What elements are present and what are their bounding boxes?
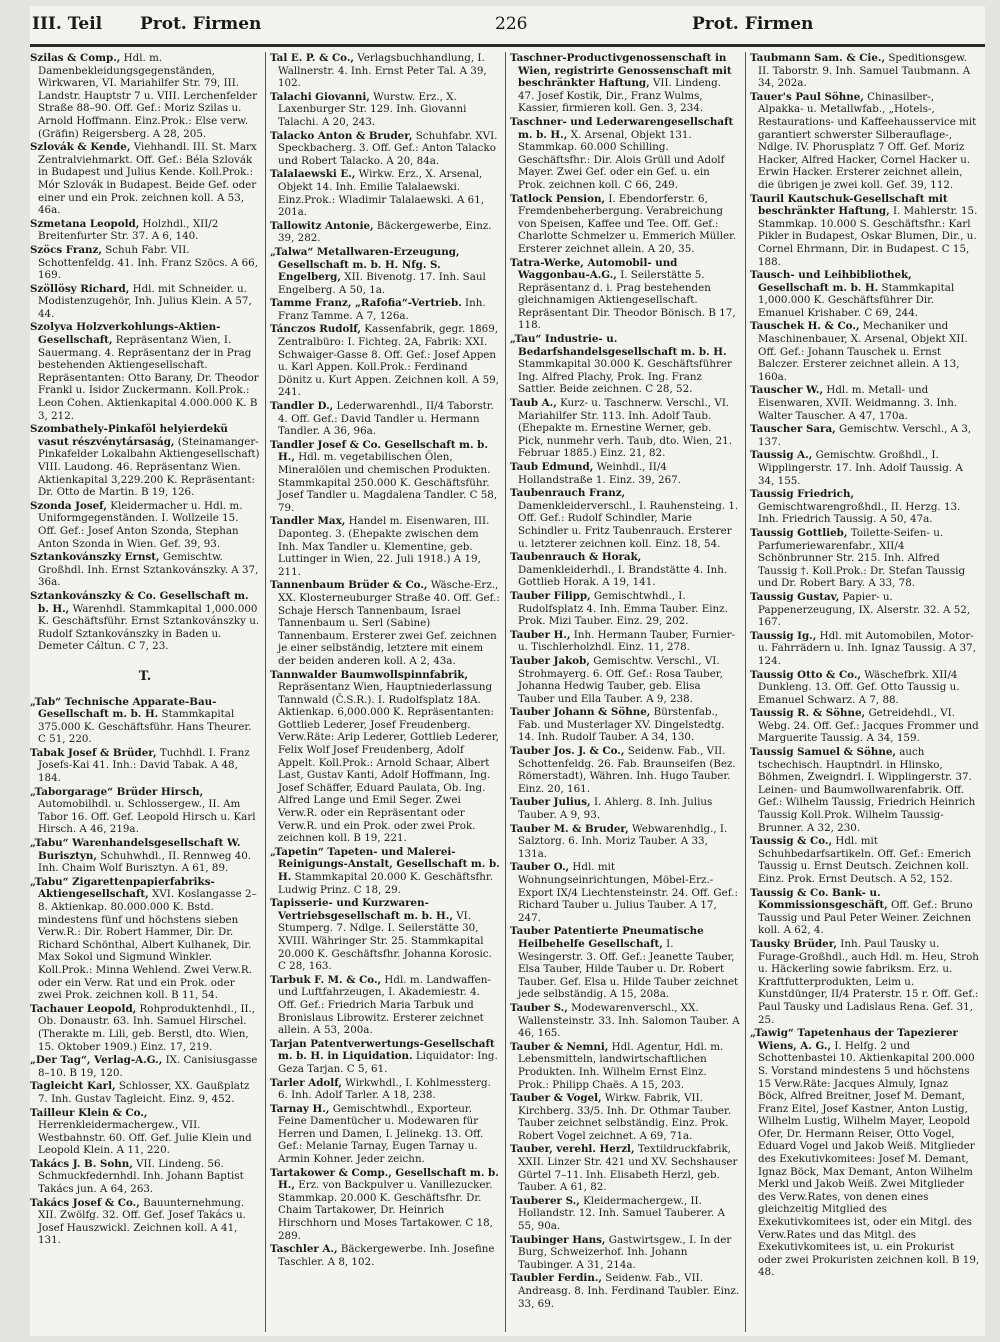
column-2 (270, 52, 500, 1332)
column-3 (510, 52, 740, 1332)
firm-entry (510, 861, 740, 924)
firm-name: Sztankovánszky Ernst, (30, 551, 160, 564)
firm-details: Papier- u. Pappenerzeugung, IX. Alserstr. 32. A 52, 167. (758, 590, 971, 629)
firm-details: VII. Lindeng. 47. Josef Kostik, Dir., Franz Wulms, Kassier, firmieren koll. Gen. 3, 234. (518, 77, 722, 115)
firm-details: Erz. von Backpulver u. Vanillezucker. Stammkap. 20.000 K. Geschäftsfhr. Dr. Chaim Tartakower, Dr. Heinrich Hirschhorn und Moses Tartakower. C 18, 289. (278, 1179, 493, 1242)
column-divider (745, 52, 746, 1332)
firm-entry (30, 837, 260, 875)
firm-entry (750, 887, 980, 937)
firm-entry (270, 1243, 500, 1268)
firm-details: Seidenw. Fab., VII. Schottenfeldg. 26. Fab. Braunseifen (Bez. Römerstadt), Währen. Inh. Hugo Tauber. Einz. 20, 161. (518, 745, 736, 795)
firm-details: Inh. Franz Tamme. A 7, 126a. (278, 297, 486, 322)
firm-name: Tarjan Patentverwertungs-Gesellschaft m. b. H. in Liquidation. (270, 1037, 495, 1063)
firm-details: I. Ahlerg. 8. Inh. Julius Tauber. A 9, 93. (518, 796, 713, 822)
firm-entry (30, 747, 260, 785)
firm-name: Tachauer Leopold, (30, 1002, 137, 1015)
firm-name: Tauber Jakob, (510, 654, 590, 667)
firm-entry (30, 551, 260, 589)
firm-details: Textildruckfabrik, XXII. Linzer Str. 421 und XV. Sechshauser Gürtel 7–11. Inh. Elisabeth Herzl, geb. Tauber. A 61, 82. (518, 1143, 738, 1194)
firm-name: Tánczos Rudolf, (270, 323, 362, 336)
firm-entry (270, 974, 500, 1037)
firm-name: Taussig Gottlieb, (750, 526, 848, 539)
firm-name: Tauber M. & Bruder, (510, 822, 629, 835)
firm-details: Damenkleiderverschl., I. Rauhensteing. 1. Off. Gef.: Rudolf Schindler, Marie Schindler u. Fritz Taubenrauch. Ersterer u. letzterer zeichnen koll. Einz. 18, 54. (518, 499, 739, 550)
firm-name: Tauber Filipp, (510, 589, 591, 602)
firm-details: Speditionsgew. II. Taborstr. 9. Inh. Samuel Taubmann. A 34, 202a. (758, 52, 971, 90)
firm-name: Szöllösy Richard, (30, 282, 130, 295)
firm-details: Gemischtwhdl., I. Rudolfsplatz 4. Inh. Emma Tauber. Einz. Prok. Mizi Tauber. Einz. 29, 202. (518, 589, 728, 628)
firm-entry (270, 846, 500, 896)
firm-entry (510, 706, 740, 744)
firm-details: Wirkw. Fabrik, VII. Kirchberg. 33/5. Inh. Dr. Othmar Tauber. Tauber zeichnet selbständig. Einz. Prok. Robert Vogel zeichnet. A 69, 71a. (518, 1092, 732, 1142)
firm-details: Getreidehdl., VI. Webg. 24. Off. Gef.: Jacques Frommer und Marguerite Taussig. A 34, 159. (758, 707, 979, 745)
page-header (30, 14, 985, 44)
firm-entry (30, 52, 260, 140)
firm-details: I. Seilerstätte 5. Repräsentanz d. i. Prag bestehenden gleichnamigen Aktiengesellschaft. Repräsentant Dir. Theodor Bönisch. B 17, 118. (518, 269, 736, 332)
firm-name: Tarnay H., (270, 1102, 330, 1115)
firm-details: Viehhandl. III. St. Marx Zentralviehmarkt. Off. Gef.: Béla Szlovák in Budapest und Julius Kende. Koll.Prok.: Mór Szlovák in Budapest. Beide Gef. oder einer und ein Prok. zeichnen koll. A 53, 46a. (38, 141, 257, 217)
firm-name: Takács Josef & Co., (30, 1196, 140, 1209)
firm-entry (510, 461, 740, 486)
firm-name: „Tawig“ Tapetenhaus der Tapezierer Wiens, A. G., (750, 1027, 958, 1052)
firm-entry (30, 1080, 260, 1105)
firm-entry (270, 669, 500, 845)
firm-entry (270, 91, 500, 129)
firm-entry (750, 52, 980, 90)
firm-name: Taubenrauch Franz, (510, 487, 626, 500)
firm-entry (30, 1197, 260, 1247)
firm-name: Szlovák & Kende, (30, 141, 131, 154)
firm-entry (510, 487, 740, 550)
firm-details: Stammkapital 1,000.000 K. Geschäftsführer Dir. Emanuel Krishaber. C 69, 244. (758, 281, 955, 319)
firm-name: Tailleur Klein & Co., (30, 1106, 148, 1119)
firm-name: Taussig Ig., (750, 629, 817, 642)
firm-entry (270, 439, 500, 515)
firm-entry (510, 925, 740, 1001)
firm-name: „Tab“ Technische Apparate-Bau-Gesellschaft m. b. H. (30, 695, 217, 721)
firm-entry (30, 500, 260, 550)
part-label: III. Teil (32, 14, 103, 34)
firm-entry (30, 1107, 260, 1157)
firm-name: Taubler Ferdin., (510, 1272, 602, 1285)
firm-entry (510, 745, 740, 795)
firm-details: Gemischtw. Großhdl. Inh. Ernst Sztankovánszky. A 37, 36a. (38, 551, 259, 589)
entries (510, 52, 740, 1310)
firm-entry (750, 1027, 980, 1279)
firm-details: Repräsentanz Wien, I. Sauermang. 4. Repräsentanz der in Prag bestehenden Aktiengesellschaft. Repräsentanten: Otto Barany, Dr. Theodor Frankl u. Isidor Zuckermann. Koll.Prok.: Leon Cohen. Aktienkapital 4.000.000 K. B 3, 212. (38, 334, 259, 422)
firm-name: Tauschek H. & Co., (750, 320, 860, 333)
firm-name: Taussig R. & Söhne, (750, 707, 866, 720)
firm-name: Tandler Josef & Co. Gesellschaft m. b. H., (270, 438, 488, 464)
firm-details: Stammkapital 20.000 K. Geschäftsfhr. Ludwig Prinz. C 18, 29. (278, 871, 493, 896)
firm-entry (30, 696, 260, 746)
firm-name: Taussig & Co., (750, 835, 833, 848)
firm-entry (30, 141, 260, 217)
firm-name: Taubinger Hans, (510, 1233, 606, 1246)
firm-name: Tauber, verehl. Herzl, (510, 1143, 635, 1156)
firm-entry (750, 527, 980, 590)
firm-details: Webwarenhdlg., I. Salztorg. 6. Inh. Moriz Tauber. A 33, 131a. (518, 822, 728, 860)
firm-entry (510, 52, 740, 115)
firm-entry (30, 876, 260, 1002)
firm-entry (30, 218, 260, 243)
firm-name: Tandler D., (270, 400, 334, 413)
firm-details: Verlagsbuchhandlung, I. Wallnerstr. 4. Inh. Ernst Peter Tal. A 39, 102. (278, 52, 487, 90)
firm-entry (270, 52, 500, 90)
firm-entry (750, 835, 980, 885)
firm-details: Weinhdl., II/4 Hollandstraße 1. Einz. 39, 267. (518, 461, 681, 486)
firm-name: Tauber & Vogel, (510, 1092, 602, 1105)
firm-entry (30, 1054, 260, 1079)
firm-details: Modewarenverschl., XX. Wallensteinstr. 33. Inh. Salomon Tauber. A 46, 165. (518, 1001, 740, 1040)
firm-entry (510, 1143, 740, 1193)
header-rule (30, 44, 985, 47)
firm-entry (750, 193, 980, 269)
firm-details: Schuhwhdl., II. Rennweg 40. Inh. Chaim Wolf Burisztyn. A 61, 89. (38, 849, 252, 875)
firm-entry (510, 1092, 740, 1142)
running-title-left: Prot. Firmen (140, 14, 262, 34)
firm-name: Tauberer S., (510, 1194, 580, 1207)
firm-entry (270, 515, 500, 578)
firm-name: Taussig Gustav, (750, 590, 840, 603)
firm-name: Taubmann Sam. & Cie., (750, 52, 886, 64)
firm-details: Bauunternehmung. XII. Zwölfg. 32. Off. Gef. Josef Takács u. Josef Hauszwickl. Zeichnen koll. A 41, 131. (38, 1196, 246, 1247)
firm-entry (510, 1195, 740, 1233)
firm-details: Kleidermacher u. Hdl. m. Uniformgegenständen. I. Wollzeile 15. Off. Gef.: Josef Anton Szonda, Stephan Anton Szonda in Wien. Gef. 39, 93. (38, 499, 243, 550)
section-letter: T. (138, 668, 152, 684)
firm-entry (750, 269, 980, 319)
firm-details: Stammkapital 375.000 K. Geschäftsführ. Hans Theurer. C 51, 220. (38, 708, 252, 746)
firm-entry (30, 321, 260, 422)
firm-details: Holzhdl., XII/2 Breitenfurter Str. 37. A 6, 140. (38, 217, 219, 243)
firm-details: Hdl. m. Metall- und Eisenwaren, XVII. Weidmanng. 3. Inh. Walter Tauscher. A 47, 170a. (758, 384, 958, 422)
firm-entry (750, 423, 980, 448)
firm-name: Tauber Julius, (510, 796, 591, 809)
firm-name: Szöcs Franz, (30, 243, 102, 256)
firm-name: Taussig Otto & Co., (750, 668, 861, 681)
firm-details: I. Wesingerstr. 3. Off. Gef.: Jeanette Tauber, Elsa Tauber, Hilde Tauber u. Dr. Robert Tauber. Gef. Elsa u. Hilde Tauber zeichnet jede selbständig. A 15, 208a. (518, 937, 739, 1001)
firm-details: Bäckergewerbe, Einz. 39, 282. (278, 219, 492, 245)
firm-entry (30, 786, 260, 836)
firm-entry (510, 1041, 740, 1091)
firm-details: Damenkleiderhdl., I. Brandstätte 4. Inh. Gottlieb Horak. A 19, 141. (518, 563, 728, 589)
column-1 (30, 52, 260, 1332)
firm-entry (30, 1158, 260, 1196)
firm-name: Talachi Giovanni, (270, 90, 370, 103)
firm-details: Kleidermachergew., II. Hollandstr. 12. Inh. Samuel Tauberer. A 55, 90a. (518, 1194, 725, 1233)
firm-name: Tauber H., (510, 628, 571, 641)
firm-details: VI. Stumperg. 7. Ndlge. I. Seilerstätte 30, XVIII. Währinger Str. 25. Stammkapital 20.000 K. Geschäftsfhr. Johanna Korosic. C 28, 163. (278, 909, 492, 973)
firm-details: Wurstw. Erz., X. Laxenburger Str. 129. Inh. Giovanni Talachi. A 20, 243. (278, 90, 467, 128)
firm-details: Schuh Fabr. VII. Schottenfeldg. 41. Inh. Franz Szöcs. A 66, 169. (38, 243, 259, 282)
firm-name: Taussig Samuel & Söhne, (750, 746, 896, 759)
firm-entry (750, 488, 980, 526)
firm-name: Tarler Adolf, (270, 1076, 343, 1089)
firm-name: „Tabu“ Warenhandelsgesellschaft W. Burisztyn, (30, 837, 241, 862)
firm-entry (750, 320, 980, 383)
firm-name: Tannenbaum Brüder & Co., (270, 579, 428, 592)
firm-details: Gastwirtsgew., I. In der Burg, Schweizerhof. Inh. Johann Taubinger. A 31, 214a. (518, 1233, 732, 1271)
firm-entry (510, 655, 740, 705)
firm-details: Gemischtw. Verschl., A 3, 137. (758, 423, 972, 448)
firm-details: Off. Gef.: Bruno Taussig und Paul Peter Weiner. Zeichnen koll. A 62, 4. (758, 899, 973, 937)
firm-details: Hdl. Agentur, Hdl. m. Lebensmitteln, landwirtschaftlichen Produkten. Inh. Wilhelm Ernst Einz. Prok.: Philipp Chaës. A 15, 203. (518, 1040, 724, 1091)
directory-page (30, 6, 985, 1336)
firm-details: Gemischtwarengroßhdl., II. Herzg. 13. Inh. Friedrich Taussig. A 50, 47a. (758, 500, 961, 526)
firm-details: Wirkw. Erz., X. Arsenal, Objekt 14. Inh. Emilie Talalaewski. Einz.Prok.: Wladimir Talalaewski. A 61, 201a. (278, 168, 485, 219)
firm-entry (270, 1077, 500, 1102)
firm-details: auch tschechisch. Hauptndrl. in Hlinsko, Böhmen, Zweigndrl. I. Wipplingerstr. 37. Leinen- und Baumwollwarenfabrik. Off. Gef.: Wilhelm Taussig, Friedrich Heinrich Taussig Koll.Prok. Wilhelm Taussig-Brunner. A 32, 230. (758, 746, 976, 834)
firm-entry (510, 823, 740, 861)
firm-name: „Tapetin“ Tapeten- und Malerei-Reinigungs-Anstalt, Gesellschaft m. b. H. (270, 845, 500, 883)
firm-name: Tauber Patentierte Pneumatische Heilbehelfe Gesellschaft, (510, 925, 704, 950)
firm-details: Schuhfabr. XVI. Speckbacherg. 3. Off. Gef.: Anton Talacko und Robert Talacko. A 20, 84a. (278, 129, 498, 167)
firm-name: Tausch- und Leihbibliothek, Gesellschaft m. b. H. (750, 269, 912, 294)
firm-name: Szilas & Comp., (30, 52, 121, 64)
firm-entry (270, 400, 500, 438)
firm-details: Chinasilber-, Alpakka- u. Metallwfab., „Hotels-, Restaurations- und Kaffeehausservice mit garantiert schwerster Silberauflage-, Ndlge. IV. Phorusplatz 7 Off. Gef. Moriz Hacker, Alfred Hacker, Cornel Hacker u. Erwin Hacker. Ersterer zeichnet allein, die übrigen je zwei koll. Gef. 39, 112. (758, 90, 977, 191)
firm-details: (Steinamanger-Pinkafelder Lokalbahn Aktiengesellschaft) VIII. Laudong. 46. Repräsentanz Wien. Aktienkapital 3,229.200 K. Repräsentant: Dr. Otto de Martin. B 19, 126. (38, 435, 260, 499)
firm-entry (270, 579, 500, 667)
firm-details: Hdl. m. Damenbekleidungsgegenständen, Wirkwaren, VI. Mariahilfer Str. 79, III. Landstr. Hauptstr 7 u. VIII. Lerchenfelder Straße 88–90. Off. Gef.: Moriz Szilas u. Arnold Hoffmann. Einz.Prok.: Else verw. (Gräfin) Reigersberg. A 28, 205. (38, 52, 258, 140)
firm-entry (510, 1272, 740, 1310)
firm-entry (510, 590, 740, 628)
firm-entry (270, 220, 500, 245)
firm-name: Talacko Anton & Bruder, (270, 129, 413, 142)
firm-details: I. Mahlerstr. 15. Stammkap. 10.000 S. Geschäftsfhr.: Karl Pikler in Budapest, Oskar Blumen, Dir., u. Cornel Ehrmann, Dir. in Budapest. C 15, 188. (758, 205, 978, 268)
firm-entry (270, 297, 500, 322)
column-4 (750, 52, 980, 1332)
firm-name: „Der Tag“, Verlag-A.G., (30, 1054, 163, 1067)
firm-entry (510, 1234, 740, 1272)
firm-name: Tamme Franz, „Rafofia“-Vertrieb. (270, 297, 462, 310)
firm-details: Rohproduktenhdl., II., Ob. Donaustr. 63. Inh. Samuel Hirschel. (Therakte m. Lili, geb. Berstl, dto. Wien, 15. Oktober 1909.) Einz. 17, 219. (38, 1002, 256, 1053)
firm-name: Tapisserie- und Kurzwaren-Vertriebsgesellschaft m. b. H., (270, 897, 453, 922)
firm-details: VII. Lindeng. 56. Schmuckfedernhdl. Inh. Johann Baptist Takács jun. A 64, 263. (38, 1157, 244, 1196)
firm-name: Taussig Friedrich, (750, 488, 855, 501)
firm-entry (750, 746, 980, 834)
firm-entry (510, 551, 740, 589)
firm-entry (750, 938, 980, 1026)
firm-name: Taschler A., (270, 1243, 338, 1256)
firm-details: Hdl. mit Schneider. u. Modistenzugehör, Inh. Julius Klein. A 57, 44. (38, 282, 252, 320)
firm-name: Taschner- und Lederwarengesellschaft m. b. H., (510, 115, 734, 141)
firm-details: Kurz- u. Taschnerw. Verschl., VI. Mariahilfer Str. 113. Inh. Adolf Taub. (Ehepakte m. Ernestine Werner, geb. Pick, nunmehr verh. Taub, dto. Wien, 21. Februar 1885.) Einz. 21, 82. (518, 397, 732, 460)
firm-name: Taschner-Productivgenossenschaft in Wien, registrirte Genossenschaft mit beschränkter Haftung, (510, 52, 732, 90)
firm-name: Tauer's Paul Söhne, (750, 90, 864, 103)
firm-entry (750, 669, 980, 707)
firm-entry (270, 130, 500, 168)
firm-details: Inh. Hermann Tauber, Furnier- u. Tischlerholzhdl. Einz. 11, 278. (518, 628, 736, 654)
firm-entry (750, 384, 980, 422)
firm-name: Tauber O., (510, 861, 570, 874)
firm-entry (510, 116, 740, 192)
firm-entry (510, 257, 740, 333)
firm-details: Toilette-Seifen- u. Parfumeriewarenfabr., XII/4 Schönbrunner Str. 215. Inh. Alfred Taussig †. Koll.Prok.: Dr. Stefan Taussig und Dr. Robert Bary. A 33, 78. (758, 526, 966, 590)
firm-entry (30, 244, 260, 282)
firm-details: Automobilhdl. u. Schlossergew., II. Am Tabor 16. Off. Gef. Leopold Hirsch u. Karl Hirsch. A 46, 219a. (38, 798, 256, 836)
firm-name: Tauscher Sara, (750, 423, 836, 436)
firm-entry (750, 707, 980, 745)
firm-details: X. Arsenal, Objekt 131. Stammkap. 60.000 Schilling. Geschäftsfhr.: Dir. Alois Grüll und Adolf Mayer. Zwei Gef. oder ein Gef. u. ein Prok. zeichnen koll. C 66, 249. (518, 128, 725, 191)
firm-entry (270, 323, 500, 399)
firm-name: Tannwalder Baumwollspinnfabrik, (270, 668, 469, 681)
entries (270, 52, 500, 1268)
firm-details: Stammkapital 30.000 K. Geschäftsführer Ing. Alfred Plachy, Prok. Ing. Franz Sattler. Beide zeichnen. C 28, 52. (518, 358, 732, 396)
firm-entry (510, 193, 740, 256)
firm-entry (270, 1167, 500, 1243)
firm-entry (750, 630, 980, 668)
firm-entry (270, 246, 500, 296)
firm-details: Hdl. m. Landwaffen- und Luftfahrzeugen, I. Akademiestr. 4. Off. Gef.: Friedrich Maria Tarbuk und Bronislaus Librowitz. Ersterer zeichnet allein. A 53, 200a. (278, 973, 491, 1037)
firm-name: „Tau“ Industrie- u. Bedarfshandelsgesellschaft m. b. H. (510, 333, 727, 358)
firm-name: Tauscher W., (750, 384, 824, 397)
firm-name: „Taborgarage“ Brüder Hirsch, (30, 785, 204, 798)
firm-entry (510, 397, 740, 460)
firm-name: Tal E. P. & Co., (270, 52, 355, 64)
firm-name: Szolyva Holzverkohlungs-Aktien-Gesellschaft, (30, 321, 221, 347)
entries (750, 52, 980, 1279)
firm-details: Gemischtw. Verschl., VI. Strohmayerg. 6. Off. Gef.: Rosa Tauber, Johanna Hedwig Tauber, geb. Elisa Tauber und Ella Tauber. A 9, 238. (518, 654, 723, 705)
firm-details: Wirkwhdl., I. Kohlmessterg. 6. Inh. Adolf Tarler. A 18, 238. (278, 1076, 491, 1102)
firm-name: Tausky Brüder, (750, 937, 837, 950)
firm-name: „Tabu“ Zigarettenpapierfabriks-Aktiengesellschaft, (30, 875, 215, 901)
firm-name: Tallowitz Antonie, (270, 219, 374, 232)
firm-details: Herrenkleidermachergew., VII. Westbahnstr. 60. Off. Gef. Julie Klein und Leopold Klein. A 11, 220. (38, 1119, 252, 1157)
firm-details: Mechaniker und Maschinenbauer, X. Arsenal, Objekt XII. Off. Gef.: Johann Tauschek u. Ernst Balczer. Ersterer zeichnet allein. A 13, 160a. (758, 320, 968, 383)
firm-name: Sztankovánszky & Co. Gesellschaft m. b. H., (30, 589, 249, 615)
firm-name: „Talwa“ Metallwaren-Erzeugung, Gesellschaft m. b. H. Nfg. S. Engelberg, (270, 245, 460, 284)
firm-entry (270, 168, 500, 218)
firm-name: Taub Edmund, (510, 461, 594, 473)
firm-details: Bäckergewerbe. Inh. Josefine Taschler. A 8, 102. (278, 1243, 495, 1268)
firm-entry (270, 1038, 500, 1076)
firm-details: Inh. Paul Tausky u. Furage-Großhdl., auch Hdl. m. Heu, Stroh u. Häckerling sowie fabriksm. Erz. u. Kraftfutterprodukten, Leim u. Kunstdünger, II/4 Praterstr. 15 r. Off. Gef.: Paul Tausky und Ladislaus Rena. Gef. 31, 25. (758, 937, 979, 1026)
firm-details: Schlosser, XX. Gaußplatz 7. Inh. Gustav Tagleicht. Einz. 9, 452. (38, 1080, 250, 1105)
firm-entry (30, 1003, 260, 1053)
firm-details: Gemischtw. Großhdl., I. Wipplingerstr. 17. Inh. Adolf Taussig. A 34, 155. (758, 449, 963, 487)
firm-name: Tagleicht Karl, (30, 1080, 116, 1093)
firm-details: Handel m. Eisenwaren, III. Daponteg. 3. (Ehepakte zwischen dem Inh. Max Tandler u. Klementine, geb. Luttinger in Wien, 22. Juli 1918.) A 19, 211. (278, 515, 490, 578)
firm-entry (270, 897, 500, 973)
firm-entry (750, 91, 980, 192)
firm-entry (30, 283, 260, 321)
firm-name: Taussig A., (750, 449, 813, 462)
firm-name: Taub A., (510, 397, 557, 410)
firm-name: Tauber Johann & Söhne, (510, 706, 651, 719)
firm-entry (750, 449, 980, 487)
page-number: 226 (495, 14, 528, 34)
firm-entry (270, 1103, 500, 1166)
firm-entry (30, 423, 260, 499)
firm-entry (510, 629, 740, 654)
firm-name: Szmetana Leopold, (30, 217, 140, 230)
firm-details: Hdl. mit Schuhbedarfsartikeln. Off. Gef.: Emerich Taussig u. Ernst Deutsch. Zeichnen koll. Einz. Prok. Ernst Deutsch. A 52, 152. (758, 835, 972, 885)
firm-details: Bürstenfab., Fab. und Musterlager XV. Dingelstedtg. 14. Inh. Rudolf Tauber. A 34, 130. (518, 706, 725, 744)
firm-details: IX. Canisiusgasse 8–10. B 19, 120. (38, 1054, 258, 1079)
firm-details: Repräsentanz Wien, Hauptniederlassung Tannwald (Č.S.R.). I. Rudolfsplatz 18A. Aktienkap. 6,000.000 K. Repräsentanten: Gottlieb Lederer, Josef Freudenberg. Verw.Räte: Arip Lederer, Gottlieb Lederer, Felix Wolf Josef Freudenberg, Adolf Appelt. Koll.Prok.: Arnold Schaar, Albert Last, Gustav Kanti, Adolf Hoffmann, Ing. Josef Schäffer, Eduard Paulata, Ob. Ing. Alfred Lange und Emil Seger. Zwei Verw.R. oder ein Repräsentant oder Verw.R. und ein Prok. oder zwei Prok. zeichnen koll. B 19, 221. (278, 681, 499, 845)
firm-name: Tauber Jos. J. & Co., (510, 745, 625, 758)
columns (30, 52, 985, 1332)
firm-name: Tatra-Werke, Automobil- und Waggonbau-A.G., (510, 256, 678, 282)
firm-name: Tarbuk F. M. & Co., (270, 973, 382, 986)
firm-name: Taussig & Co. Bank- u. Kommissionsgeschäft, (750, 886, 888, 912)
firm-details: Wäschefbrk. XII/4 Dunkleng. 13. Off. Gef. Otto Taussig u. Emanuel Schwarz. A 7, 88. (758, 668, 960, 706)
firm-details: I. Ebendorferstr. 6, Fremdenbeherbergung. Verabreichung von Speisen, Kaffee und Tee. Off. Gef.: Charlotte Schmelzer u. Emmerich Müller. Ersterer zeichnet allein. A 20, 35. (518, 192, 737, 255)
firm-details: XII. Bivenotg. 17. Inh. Saul Engelberg. A 50, 1a. (278, 271, 486, 296)
firm-details: Seidenw. Fab., VII. Andreasg. 8. Inh. Ferdinand Taubler. Einz. 33, 69. (518, 1272, 740, 1310)
firm-name: Takács J. B. Sohn, (30, 1157, 133, 1170)
firm-entry (510, 333, 740, 396)
firm-details: Gemischtwhdl., Exporteur. Feine Damentücher u. Modewaren für Herren und Damen, I. Jelinekg. 13. Off. Gef.: Melanie Tarnay, Eugen Tarnay u. Armin Kohner. Jeder zeichn. (278, 1102, 484, 1166)
firm-details: Lederwarenhdl., II/4 Taborstr. 4. Off. Gef.: David Tandler u. Hermann Tandler. A 36, 96a. (278, 400, 494, 438)
firm-details: Kassenfabrik, gegr. 1869, Zentralbüro: I. Fichteg. 2A, Fabrik: XXI. Schwaiger-Gasse 8. Off. Gef.: Josef Appen u. Karl Appen. Koll.Prok.: Ferdinand Dönitz u. Kurt Appen. Zeichnen koll. A 59, 241. (278, 323, 499, 399)
firm-name: Tandler Max, (270, 515, 346, 528)
firm-entry (750, 591, 980, 629)
firm-name: Szombathely-Pinkaföl helyierdekü vasut részvénytársaság, (30, 423, 228, 448)
firm-details: Hdl. mit Automobilen, Motor- u. Fahrrädern u. Inh. Ignaz Taussig. A 37, 124. (758, 629, 976, 667)
firm-name: Talalaewski E., (270, 168, 356, 181)
firm-name: Taubenrauch & Horak, (510, 551, 642, 564)
firm-details: Hdl. m. vegetabilischen Ölen, Mineralölen und chemischen Produkten. Stammkapital 250.000 K. Geschäftsführ. Josef Tandler u. Magdalena Tandler. C 58, 79. (278, 451, 498, 514)
firm-details: Wäsche-Erz., XX. Klosterneuburger Straße 40. Off. Gef.: Schaje Hersch Tannenbaum, Israel Tannenbaum u. Serl (Sabine) Tannenbaum. Ersterer zwei Gef. zeichnen je einer selbständig, letztere mit einem der beiden anderen koll. A 2, 43a. (278, 579, 500, 667)
firm-name: Tauber & Nemni, (510, 1040, 609, 1053)
firm-name: Tartakower & Comp., Gesellschaft m. b. H., (270, 1166, 499, 1192)
firm-details: Hdl. mit Wohnungseinrichtungen, Möbel-Erz.-Export IX/4 Liechtensteinstr. 24. Off. Gef.: Richard Tauber u. Julius Tauber. A 17, 247. (518, 861, 738, 924)
firm-name: Tauril Kautschuk-Gesellschaft mit beschränkter Haftung, (750, 192, 948, 218)
firm-details: I. Helfg. 2 und Schottenbastei 10. Aktienkapital 200.000 S. Vorstand mindestens 5 und höchstens 15 Verw.Räte: Jacques Almuly, Ignaz Böck, Alfred Breitner, Josef M. Demant, Franz Eitel, Josef Kastner, Anton Lustig, Wilhelm Lustig, Wilhelm Mayer, Leopold Ofer, Dr. Hermann Reiser, Otto Vogel, Eduard Vogel und Jakob Weiß. Mitglieder des Exekutivkomitees: Josef M. Demant, Ignaz Böck, Max Demant, Anton Wilhelm Merkl und Jakob Weiß. Zwei Mitglieder des Verw.Rates, von denen eines gleichzeitig Mitglied des Exekutivkomitees ist, oder ein Mitgl. des Verw.Rates und das Mitgl. des Exekutivkomitees ist, u. ein Prokurist oder zwei Prokuristen zeichnen koll. B 19, 48. (758, 1039, 980, 1279)
firm-entry (510, 796, 740, 821)
column-divider (265, 52, 266, 1332)
firm-details: Tuchhdl. I. Franz Josefs-Kai 41. Inh.: David Tabak. A 48, 184. (38, 746, 250, 785)
firm-entry (30, 590, 260, 653)
entries-t (30, 696, 260, 1248)
firm-name: Tatlock Pension, (510, 192, 606, 205)
entries-s (30, 52, 260, 653)
firm-details: Liquidator: Ing. Geza Tarjan. C 5, 61. (278, 1050, 498, 1075)
firm-name: Tabak Josef & Brüder, (30, 746, 157, 759)
firm-details: Warenhdl. Stammkapital 1,000.000 K. Geschäftsführ. Ernst Sztankovánszky u. Rudolf Sztankovánszky in Baden u. Demeter Cáltun. C 7, 23. (38, 602, 260, 653)
firm-name: Tauber S., (510, 1001, 568, 1014)
column-divider (505, 52, 506, 1332)
running-title-right: Prot. Firmen (692, 14, 814, 34)
firm-entry (510, 1002, 740, 1040)
firm-details: XVI. Koslangasse 2–8. Aktienkap. 80.000.000 K. Bstd. mindestens fünf und höchstens sieben Verw.R.: Dir. Robert Hammer, Dir. Dr. Richard Schönthal, Albert Kulhanek, Dir. Max Sokol und Sigmund Winkler. Koll.Prok.: Minna Wehlend. Zwei Verw.R. oder ein Verw. Rat und ein Prok. oder zwei Prok. zeichnen koll. B 11, 54. (38, 888, 257, 1002)
firm-name: Szonda Josef, (30, 499, 107, 512)
